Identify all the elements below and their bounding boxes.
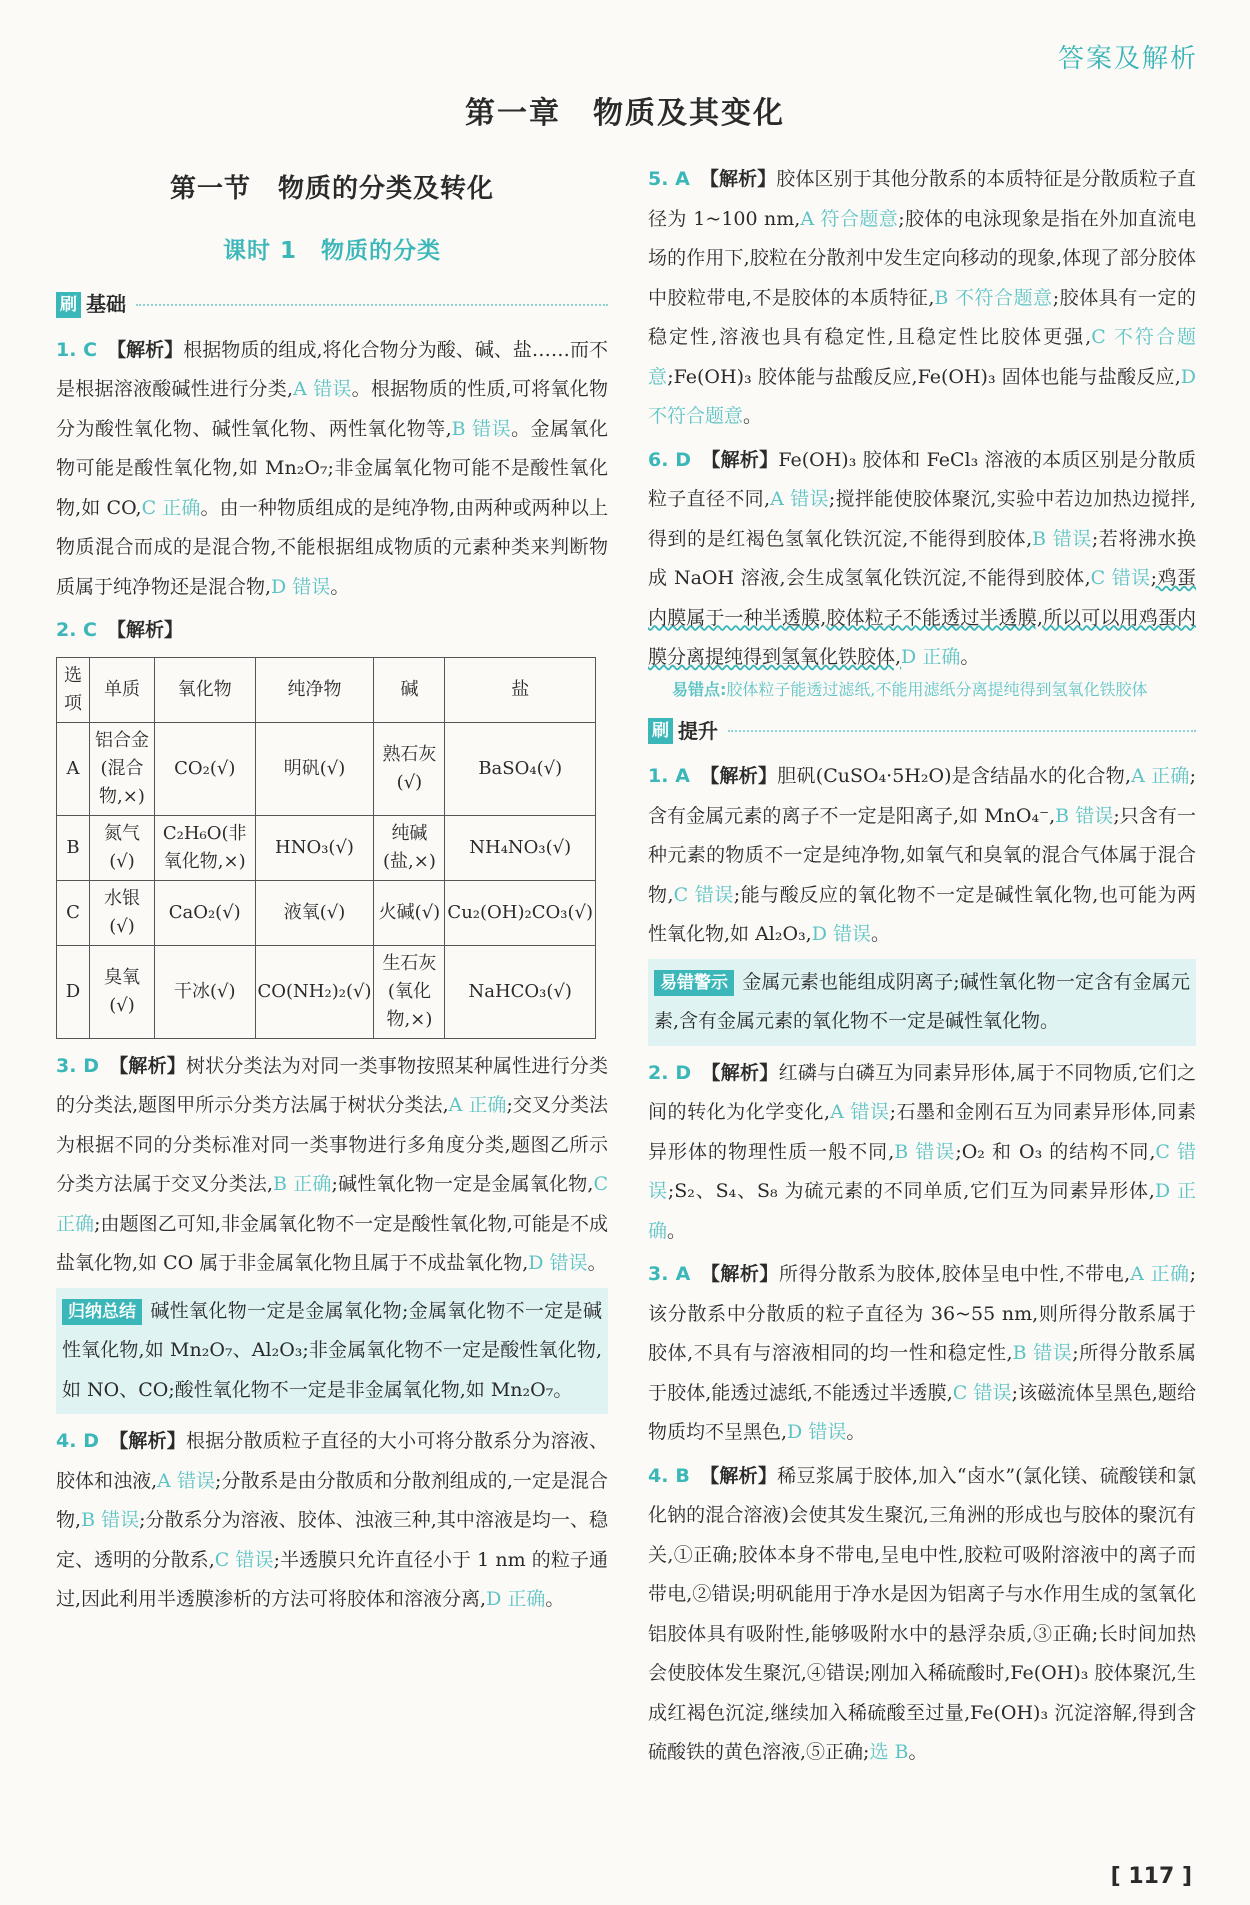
answer-number: 5. A [648, 168, 690, 190]
jiexi-label: 【解析】 [699, 168, 777, 190]
jiexi-label: 【解析】 [700, 1263, 779, 1285]
advance-answer-2: 2. D 【解析】红磷与白磷互为同素异形体,属于不同物质,它们之间的转化为化学变化,A 错误;石墨和金刚石互为同素异形体,同素异形体的物理性质一般不同,B 错误;O₂ 和 O₃ 的结构不同,C 错误;S₂、S₄、S₈ 为硫元素的不同单质,它们互为同素异形体,D 正确。 [648, 1061, 1197, 1242]
jiexi-label: 【解析】 [701, 1061, 779, 1084]
jiexi-label: 【解析】 [700, 765, 778, 787]
divider [728, 730, 1196, 732]
answer-number: 3. D [56, 1054, 100, 1077]
header-label: 答案及解析 [1057, 44, 1198, 74]
advance-tag-label: 提升 [678, 718, 718, 743]
answer-number: 2. C [56, 619, 97, 641]
answer-number: 2. D [648, 1061, 692, 1084]
summary-box [56, 1288, 608, 1415]
right-column [648, 160, 1196, 1777]
answer-2 [56, 611, 608, 651]
chapter-title: 第一章 物质及其变化 [465, 96, 785, 131]
advance-answer-1: 1. A 【解析】胆矾(CuSO₄·5H₂O)是含结晶水的化合物,A 正确;含有金属元素的离子不一定是阳离子,如 MnO₄⁻,B 错误;只含有一种元素的物质不一定是纯净物,如氧气和臭氧的混合气体属于混合物,C 错误;能与酸反应的氧化物不一定是碱性氧化物,也可能为两性氧化物,如 Al₂O₃,D 错误。 [648, 765, 1196, 945]
answer-number: 6. D [648, 448, 692, 471]
advance-tag [648, 712, 1196, 752]
table-header: 纯净物 [255, 657, 374, 722]
jiexi-label: 【解析】 [107, 338, 184, 361]
tip-text: 胶体粒子能透过滤纸,不能用滤纸分离提纯得到氢氧化铁胶体 [726, 679, 1148, 699]
answer-4: 4. D 【解析】根据分散质粒子直径的大小可将分散系分为溶液、胶体和浊液,A 错误;分散系是由分散质和分散剂组成的,一定是混合物,B 错误;分散系分为溶液、胶体、浊液三种,其中溶液是均一、稳定、透明的分散系,C 错误;半透膜只允许直径小于 1 nm 的粒子通过,因此利用半透膜渗析的方法可将胶体和溶液分离,D 正确。 [56, 1430, 609, 1610]
answer-5: 5. A 【解析】胶体区别于其他分散系的本质特征是分散质粒子直径为 1~100 nm,A 符合题意;胶体的电泳现象是指在外加直流电场的作用下,胶粒在分散剂中发生定向移动的现象,体现了部分胶体中胶粒带电,不是胶体的本质特征,B 不符合题意;胶体具有一定的稳定性,溶液也具有稳定性,且稳定性比胶体更强,C 不符合题意;Fe(OH)₃ 胶体能与盐酸反应,Fe(OH)₃ 固体也能与盐酸反应,D 不符合题意。 [648, 168, 1196, 427]
table-row: A 铝合金(混合物,×) CO₂(√) 明矾(√) 熟石灰(√) BaSO₄(√) [57, 722, 596, 815]
basic-tag-label: 基础 [86, 292, 126, 316]
answer-number: 3. A [648, 1263, 691, 1285]
answer-number: 1. A [648, 765, 691, 787]
jiexi-label: 【解析】 [109, 1430, 186, 1452]
table-header: 碱 [374, 657, 445, 722]
warning-text: 金属元素也能组成阴离子;碱性氧化物一定含有金属元素,含有金属元素的氧化物不一定是碱性氧化物。 [654, 970, 1190, 1032]
table-row: B 氮气(√) C₂H₆O(非氧化物,×) HNO₃(√) 纯碱(盐,×) NH₄NO₃(√) [57, 815, 596, 880]
page-number: [ 117 ] [1110, 1864, 1192, 1889]
table-header-row [57, 657, 596, 722]
answer-3: 3. D 【解析】树状分类法为对同一类事物按照某种属性进行分类的分类法,题图甲所示分类方法属于树状分类法,A 正确;交叉分类法为根据不同的分类标准对同一类事物进行多角度分类,题图乙所示分类方法属于交叉分类法,B 正确;碱性氧化物一定是金属氧化物,C 正确;由题图乙可知,非金属氧化物不一定是酸性氧化物,可能是不成盐氧化物,如 CO 属于非金属氧化物且属于不成盐氧化物,D 错误。 [56, 1054, 608, 1274]
jiexi-label: 【解析】 [699, 1464, 778, 1487]
warning-box [648, 959, 1196, 1046]
table-header: 氧化物 [154, 657, 255, 722]
classification-table [56, 657, 596, 1039]
error-tip [672, 678, 1196, 702]
answer-6: 6. D 【解析】Fe(OH)₃ 胶体和 FeCl₃ 溶液的本质区别是分散质粒子直径不同,A 错误;搅拌能使胶体聚沉,实验中若边加热边搅拌,得到的是红褐色氢氧化铁沉淀,不能得到胶体,B 错误;若将沸水换成 NaOH 溶液,会生成氢氧化铁沉淀,不能得到胶体,C 错误;鸡蛋内膜属于一种半透膜,胶体粒子不能透过半透膜,所以可以用鸡蛋内膜分离提纯得到氢氧化铁胶体,D 正确。 [648, 448, 1197, 668]
answer-1: 1. C 【解析】根据物质的组成,将化合物分为酸、碱、盐……而不是根据溶液酸碱性进行分类,A 错误。根据物质的性质,可将氧化物分为酸性氧化物、碱性氧化物、两性氧化物等,B 错误。金属氧化物可能是酸性氧化物,如 Mn₂O₇;非金属氧化物可能不是酸性氧化物,如 CO,C 正确。由一种物质组成的是纯净物,由两种或两种以上物质混合而成的是混合物,不能根据组成物质的元素种类来判断物质属于纯净物还是混合物,D 错误。 [56, 338, 609, 598]
table-row: D 臭氧(√) 干冰(√) CO(NH₂)₂(√) 生石灰(氧化物,×) NaHCO₃(√) [57, 945, 596, 1038]
table-row: C 水银(√) CaO₂(√) 液氧(√) 火碱(√) Cu₂(OH)₂CO₃(√) [57, 880, 596, 945]
section-title: 第一节 物质的分类及转化 [169, 174, 494, 204]
table-header: 盐 [445, 657, 596, 722]
summary-tag: 归纳总结 [62, 1299, 142, 1325]
answer-number: 1. C [56, 338, 98, 361]
left-column [56, 160, 608, 1624]
tip-label: 易错点: [672, 679, 727, 699]
jiexi-label: 【解析】 [109, 1054, 186, 1077]
brush-icon: 刷 [56, 292, 81, 318]
table-header: 单质 [90, 657, 155, 722]
lesson-title: 课时 1 物质的分类 [222, 237, 441, 264]
divider [136, 304, 608, 306]
answer-number: 4. D [56, 1430, 100, 1452]
advance-answer-3: 3. A 【解析】所得分散系为胶体,胶体呈电中性,不带电,A 正确;该分散系中分散质的粒子直径为 36~55 nm,则所得分散系属于胶体,不具有与溶液相同的均一性和稳定性,B 错误;所得分散系属于胶体,能透过滤纸,不能透过半透膜,C 错误;该磁流体呈黑色,题给物质均不呈黑色,D 错误。 [648, 1263, 1196, 1443]
advance-answer-4: 4. B 【解析】稀豆浆属于胶体,加入“卤水”(氯化镁、硫酸镁和氯化钠的混合溶液)会使其发生聚沉,三角洲的形成也与胶体的聚沉有关,①正确;胶体本身不带电,呈电中性,胶粒可吸附溶液中的离子而带电,②错误;明矾能用于净水是因为铝离子与水作用生成的氢氧化铝胶体具有吸附性,能够吸附水中的悬浮杂质,③正确;长时间加热会使胶体发生聚沉,④错误;刚加入稀硫酸时,Fe(OH)₃ 胶体聚沉,生成红褐色沉淀,继续加入稀硫酸至过量,Fe(OH)₃ 沉淀溶解,得到含硫酸铁的黄色溶液,⑤正确;选 B。 [648, 1464, 1196, 1763]
warning-tag: 易错警示 [654, 970, 734, 996]
brush-icon: 刷 [648, 718, 673, 744]
jiexi-label: 【解析】 [701, 448, 779, 471]
basic-tag [56, 285, 608, 325]
jiexi-label: 【解析】 [107, 619, 184, 641]
summary-text: 碱性氧化物一定是金属氧化物;金属氧化物不一定是碱性氧化物,如 Mn₂O₇、Al₂O₃;非金属氧化物不一定是酸性氧化物,如 NO、CO;酸性氧化物不一定是非金属氧化物,如 Mn₂O₇。 [62, 1299, 602, 1401]
answer-number: 4. B [648, 1464, 690, 1487]
table-header: 选项 [57, 657, 90, 722]
